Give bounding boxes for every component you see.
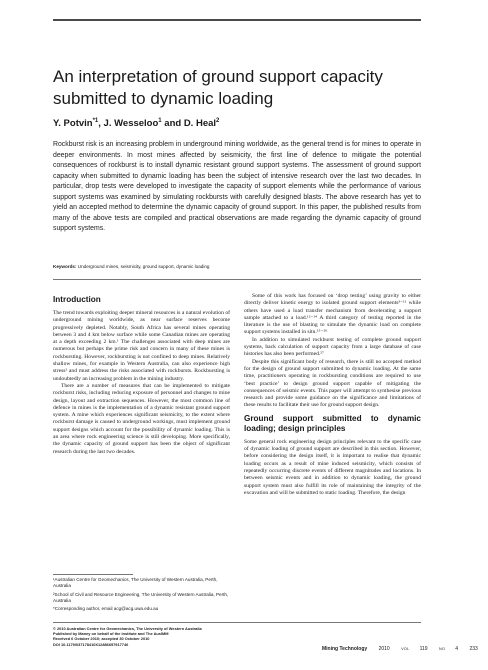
paragraph: Some general rock engineering design principles relevant to the specific case of dynamic loading of ground support are described in this section. However, before considering the design itself, it is important to realise that dynamic loading occurs as a result of mine induced seismicity, which consists of repeatedly occurring discrete events of different magnitudes and locations. In between seismic events and in addition to dynamic loading, the ground support system must also fulfill its role of maintaining the integrity of the excavation and will be submitted to static loading. Therefore, the design (244, 438, 421, 496)
top-rule (53, 19, 421, 21)
keywords-text: Underground mines, seismicity, ground support, dynamic loading (77, 264, 210, 269)
author-sup: 1 (158, 118, 162, 124)
journal-footer (322, 646, 488, 652)
abstract: Rockburst risk is an increasing problem in underground mining worldwide, as the general trend is for mines to operate in deeper environments. In most mines affected by seismicity, the first line of defence to mitigate the potential consequences of rockburst is to install dynamic resistant ground support systems. The assessment of ground support capacity when submitted to dynamic loading has been the subject of intensive research over the last two decades. In particular, drop tests were developed to investigate the capacity of support elements while the performance of various support systems was examined by simulating rockbursts with carefully designed blasts. The above research has yet to yield an accepted method to determine the dynamic capacity of ground support. In this paper, the published results from many of the above tests are compiled and practical observations are made regarding the dynamic capacity of ground support systems. (53, 141, 421, 232)
left-column (53, 293, 230, 456)
paragraph: There are a number of measures that can be implemented to mitigate rockburst risks, including reducing exposure of personnel and changes to mine design, layout and extraction sequences. However, the most common line of defence in mines is the implementation of a dynamic resistant ground support system. A mine which experiences significant seismicity, to the extent where rockburst damage is caused to underground workings, must implement ground support designs which account for the possibility of dynamic loading. This is an area where rock engineering science is still developing. More specifically, the dynamic capacity of ground support has been the object of significant research during the last two decades. (53, 382, 230, 455)
author-potvin: Y. Potvin (53, 118, 93, 130)
author-sup: 2 (216, 118, 220, 124)
author-heal: D. Heal (183, 118, 217, 130)
footnote-rule (53, 574, 133, 575)
keywords-label: Keywords: (53, 264, 77, 269)
received-line: Received 6 October 2010; accepted 30 October 2010 (53, 636, 150, 642)
footer-rule (53, 622, 421, 623)
issue-label: NO (438, 647, 446, 651)
section-divider (53, 279, 421, 280)
copyright-block (53, 626, 273, 647)
publisher-line: Published by Maney on behalf of the Institute and The AusIMM (53, 631, 169, 637)
paragraph: Some of this work has focused on ‘drop testing’ using gravity to either directly deliver kinetic energy to isolated ground support elements³⁻¹¹ while others have used a load transfer mechanism from decelerating a support sample attached to a load.¹²⁻¹⁴ A third category of testing reported in the literature is the use of blasting to simulate the dynamic load on complete support systems installed in situ.¹⁵⁻²⁶ (244, 293, 421, 336)
footnotes (53, 577, 233, 614)
volume-label: VOL (401, 647, 410, 651)
keywords (53, 264, 421, 269)
journal-year: 2010 (378, 646, 390, 652)
issue-number: 4 (455, 646, 459, 652)
author-line (53, 118, 433, 129)
section-heading-introduction: Introduction (53, 295, 101, 304)
affiliation-2: ²School of Civil and Resource Engineering, The University of Western Australia, Perth, Australia (53, 591, 229, 603)
author-wesseloo: J. Wesseloo (103, 118, 159, 130)
copyright-line: © 2010 Australian Centre for Geomechanics, The University of Western Australia (53, 626, 202, 631)
section-heading-design-principles: Ground support submitted to dynamic loading; design principles (244, 413, 421, 433)
article-title: An interpretation of ground support capacity submitted to dynamic loading (53, 67, 383, 108)
affiliation-1: ¹Australian Centre for Geomechanics, The University of Western Australia, Perth, Australia (53, 577, 218, 589)
author-separator: and (161, 118, 184, 130)
corresponding-author: *Corresponding author, email acg@acg.uwa.edu.au (53, 606, 159, 612)
volume-number: 119 (419, 646, 428, 652)
journal-name: Mining Technology (322, 646, 368, 652)
paragraph: Despite this significant body of research, there is still no accepted method for the design of ground support submitted to dynamic loading. At the same time, practitioners operating in rockbursting conditions are required to use ‘best practice’ to design ground support capable of mitigating the consequences of seismic events. This paper will attempt to synthesise previous research and provide some guidance on the significance and limitations of these results to facilitate their use for ground support design. (244, 358, 421, 409)
author-sup: *1 (92, 118, 99, 124)
page-number: 233 (469, 646, 478, 652)
right-column (244, 293, 421, 497)
author-separator: , (98, 118, 104, 130)
paragraph: In addition to simulated rockburst testing of complete ground support systems, back calculation of support capacity from a large database of case histories has also been performed.²⁷ (244, 336, 421, 358)
doi-line: DOI 10.1179/037178410X12886697917746 (53, 641, 129, 647)
paragraph: The trend towards exploiting deeper mineral resources is a natural evolution of underground mining worldwide, as near surface reserves become progressively depleted. Notably, South Africa has several mines operating between 3 and 4 km below surface while some Canadian mines are operating at a depth exceeding 2 km.¹ The challenges associated with deep mines are numerous but perhaps the prime risk and concern in many of these mines is rockbursting. However, rockbursting is not confined to deep mines. Relatively shallow mines, for example in Western Australia, can also experience high stress² and must address the risks associated with rockbursts. Rockbursting is undoubtedly an increasing problem in the mining industry. (53, 310, 230, 382)
